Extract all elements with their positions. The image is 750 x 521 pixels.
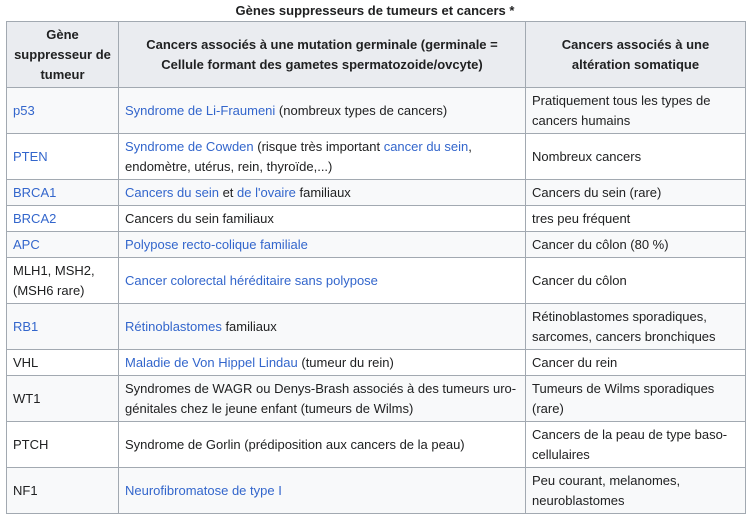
germinal-cell [119, 376, 526, 422]
somatic-cell: Cancer du côlon [526, 258, 746, 304]
cell-text: (tumeur du rein) [297, 354, 394, 370]
table-row [7, 304, 746, 350]
somatic-cell: Cancer du côlon (80 %) [526, 232, 746, 258]
cell-text: (risque très important [253, 138, 384, 154]
table-row [7, 350, 746, 376]
cell-link[interactable]: Syndrome de Li-Fraumeni [125, 102, 276, 118]
gene-cell [7, 258, 119, 304]
germinal-cell [119, 180, 526, 206]
header-germinal: Cancers associés à une mutation germinale (germinale = Cellule formant des gametes spermatozoide/ovcyte) [119, 22, 526, 88]
cell-link[interactable]: BRCA1 [13, 184, 57, 200]
cell-link[interactable]: Cancers du sein [125, 184, 219, 200]
somatic-cell: Pratiquement tous les types de cancers humains [526, 88, 746, 134]
table-row [7, 206, 746, 232]
table-row [7, 134, 746, 180]
germinal-cell [119, 258, 526, 304]
somatic-cell: Tumeurs de Wilms sporadiques (rare) [526, 376, 746, 422]
cell-link[interactable]: Rétinoblastomes [125, 318, 222, 334]
cell-link[interactable]: p53 [13, 102, 35, 118]
gene-cell [7, 206, 119, 232]
germinal-cell [119, 350, 526, 376]
table-row [7, 376, 746, 422]
table-row [7, 88, 746, 134]
cell-link[interactable]: Polypose recto-colique familiale [125, 236, 308, 252]
cell-text: Syndromes de WAGR ou Denys-Brash associés à des tumeurs uro-génitales chez le jeune enfant (tumeurs de Wilms) [125, 380, 517, 416]
cell-link[interactable]: APC [13, 236, 40, 252]
table-row [7, 180, 746, 206]
somatic-cell: Cancers du sein (rare) [526, 180, 746, 206]
cell-link[interactable]: BRCA2 [13, 210, 57, 226]
gene-cell [7, 350, 119, 376]
cell-link[interactable]: RB1 [13, 318, 39, 334]
table-row [7, 258, 746, 304]
gene-cell [7, 232, 119, 258]
cell-text: et [218, 184, 238, 200]
cell-text: MLH1, MSH2, (MSH6 rare) [13, 262, 95, 298]
somatic-cell: Cancers de la peau de type baso-cellulaires [526, 422, 746, 468]
cell-text: WT1 [13, 390, 41, 406]
table-row [7, 468, 746, 514]
germinal-cell [119, 422, 526, 468]
header-row [7, 22, 746, 88]
germinal-cell [119, 232, 526, 258]
cell-link[interactable]: Cancer colorectal héréditaire sans polypose [125, 272, 378, 288]
tumor-suppressor-table [6, 21, 746, 514]
cell-text: , endomètre, utérus, rein, thyroïde,...) [125, 138, 472, 174]
cell-text: Cancers du sein familiaux [125, 210, 274, 226]
gene-cell [7, 468, 119, 514]
somatic-cell: Cancer du rein [526, 350, 746, 376]
gene-cell [7, 134, 119, 180]
header-somatic: Cancers associés à une altération somatique [526, 22, 746, 88]
germinal-cell [119, 468, 526, 514]
somatic-cell: tres peu fréquent [526, 206, 746, 232]
cell-link[interactable]: Maladie de Von Hippel Lindau [125, 354, 298, 370]
cell-link[interactable]: de l'ovaire [237, 184, 296, 200]
somatic-cell: Nombreux cancers [526, 134, 746, 180]
cell-text: PTCH [13, 436, 49, 452]
table-caption: Gènes suppresseurs de tumeurs et cancers * [235, 3, 515, 18]
cell-link[interactable]: Neurofibromatose de type I [125, 482, 282, 498]
cell-text: Syndrome de Gorlin (prédiposition aux cancers de la peau) [125, 436, 465, 452]
gene-cell [7, 422, 119, 468]
table-row [7, 232, 746, 258]
cell-text: VHL [13, 354, 39, 370]
gene-cell [7, 376, 119, 422]
germinal-cell [119, 304, 526, 350]
header-gene: Gène suppresseur de tumeur [7, 22, 119, 88]
somatic-cell: Rétinoblastomes sporadiques, sarcomes, cancers bronchiques [526, 304, 746, 350]
somatic-cell: Peu courant, melanomes, neuroblastomes [526, 468, 746, 514]
table-row [7, 422, 746, 468]
gene-cell [7, 180, 119, 206]
gene-cell [7, 88, 119, 134]
gene-cell [7, 304, 119, 350]
germinal-cell [119, 134, 526, 180]
cell-link[interactable]: Syndrome de Cowden [125, 138, 254, 154]
cell-text: familiaux [221, 318, 277, 334]
cell-text: NF1 [13, 482, 38, 498]
cell-link[interactable]: PTEN [13, 148, 48, 164]
cell-text: (nombreux types de cancers) [275, 102, 448, 118]
cell-link[interactable]: cancer du sein [383, 138, 469, 154]
germinal-cell [119, 88, 526, 134]
germinal-cell [119, 206, 526, 232]
cell-text: familiaux [295, 184, 351, 200]
